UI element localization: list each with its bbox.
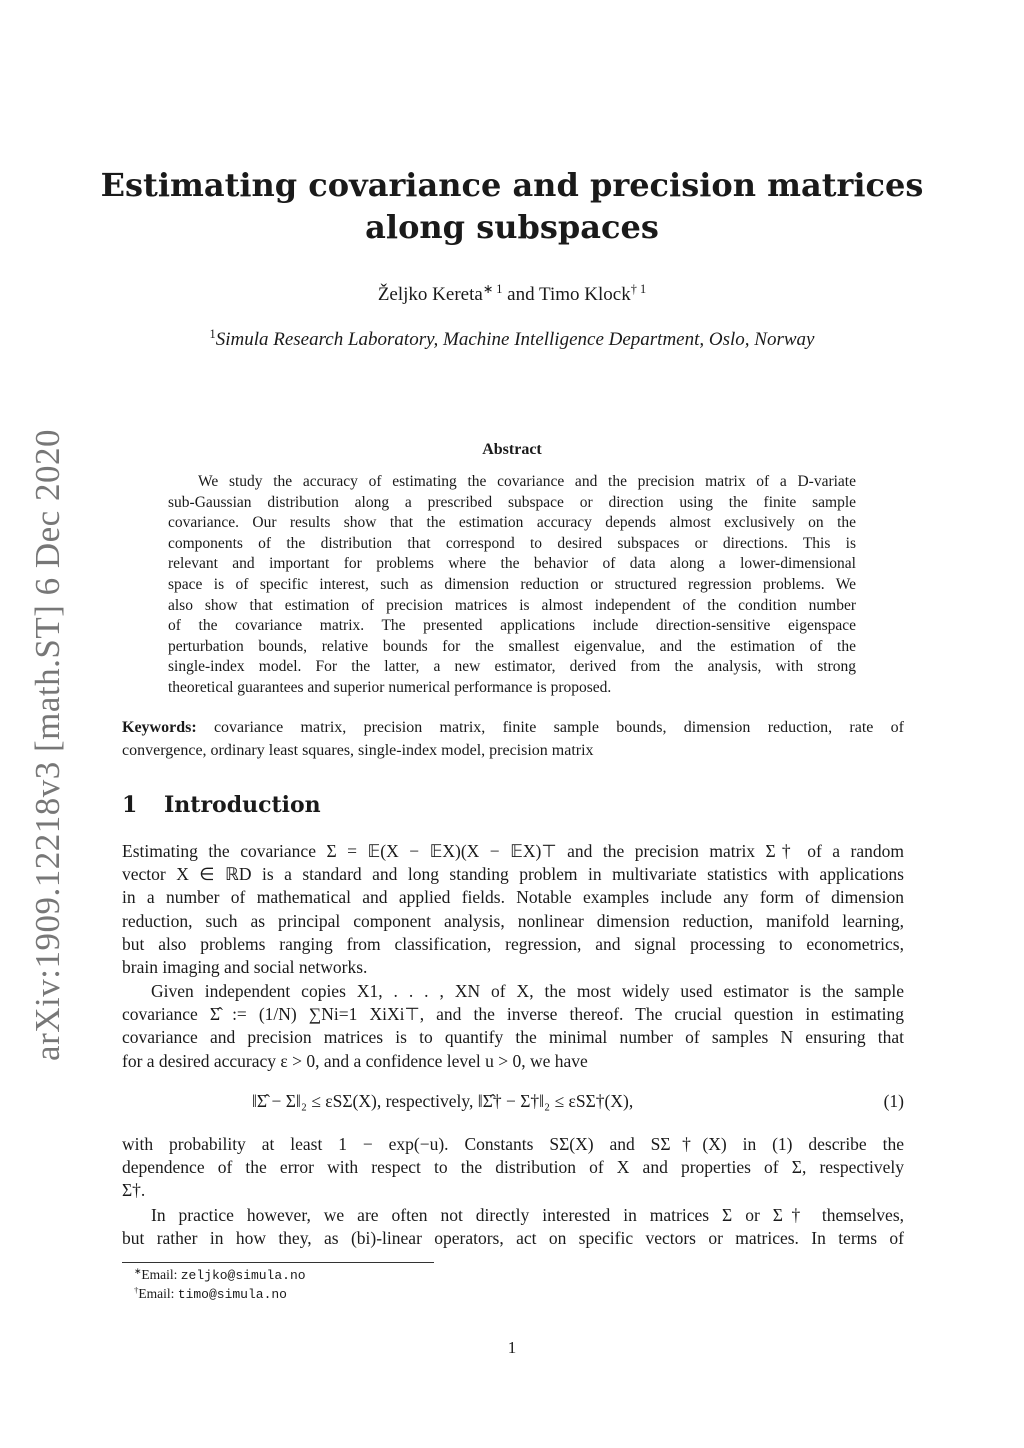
author-1-marks: ∗ 1 xyxy=(482,282,503,297)
keywords-line-1 xyxy=(122,716,904,739)
abstract-line: single-index model. For the latter, a new estimator, derived from the analysis, with strong xyxy=(168,658,856,676)
abstract-line: covariance. Our results show that the estimation accuracy depends almost exclusively on the xyxy=(168,514,856,532)
abstract-line: We study the accuracy of estimating the covariance and the precision matrix of a D-variate xyxy=(198,473,856,490)
abstract-heading: Abstract xyxy=(482,441,542,458)
section-heading xyxy=(122,792,321,818)
footnotes xyxy=(134,1266,306,1304)
footnote-label: Email: xyxy=(141,1267,178,1282)
affiliation-mark: 1 xyxy=(209,327,216,342)
paragraph-line: dependence of the error with respect to the distribution of X and properties of Σ, respectively xyxy=(122,1157,904,1178)
paragraph-line: covariance Σ̂ := (1/N) ∑Ni=1 XiXi⊤, and the inverse thereof. The crucial question in estimating xyxy=(122,1004,904,1025)
paragraph-2 xyxy=(122,980,904,1073)
paragraph-3 xyxy=(122,1133,904,1203)
author-2-name: Timo Klock xyxy=(539,284,631,305)
paragraph-1 xyxy=(122,840,904,979)
footnote-mark: † xyxy=(134,1285,139,1296)
abstract-line: theoretical guarantees and superior numerical performance is proposed. xyxy=(168,678,612,696)
footnote-divider xyxy=(122,1262,434,1263)
abstract-line: space is of specific interest, such as dimension reduction or structured regression problems. We xyxy=(168,575,856,593)
abstract-body xyxy=(168,472,856,699)
paragraph-line: In practice however, we are often not directly interested in matrices Σ or Σ† themselves, xyxy=(151,1205,904,1225)
footnote-2 xyxy=(134,1285,306,1304)
paragraph-line: covariance and precision matrices is to quantify the minimal number of samples N ensuring that xyxy=(122,1027,904,1048)
section-title: Introduction xyxy=(164,792,321,818)
equation-1 xyxy=(122,1091,904,1117)
abstract-line: of the covariance matrix. The presented applications include direction-sensitive eigenspace xyxy=(168,617,856,635)
equation-formula: ‖Σ̂ − Σ‖₂ ≤ εSΣ(X), respectively, ‖Σ̂† − Σ†‖₂ ≤ εSΣ†(X), xyxy=(252,1091,634,1111)
paragraph-line: in a number of mathematical and applied fields. Notable examples include any form of dimension xyxy=(122,887,904,908)
keywords-block xyxy=(122,716,904,762)
author-conjunction: and xyxy=(507,284,535,305)
affiliation xyxy=(100,329,924,351)
arxiv-identifier-text: arXiv:1909.12218v3 [math.ST] 6 Dec 2020 xyxy=(28,429,67,1061)
footnote-mark: ∗ xyxy=(134,1266,142,1277)
arxiv-identifier xyxy=(18,429,78,1061)
footnote-label: Email: xyxy=(138,1286,175,1301)
abstract-line: perturbation bounds, relative bounds for the smallest eigenvalue, and the estimation of the xyxy=(168,637,856,655)
email-link[interactable]: zeljko@simula.no xyxy=(180,1268,306,1283)
keywords-text-1: covariance matrix, precision matrix, finite sample bounds, dimension reduction, rate of xyxy=(213,719,905,736)
keywords-label: Keywords: xyxy=(122,719,197,736)
paragraph-line: but rather in how they, as (bi)-linear operators, act on specific vectors or matrices. In terms of xyxy=(122,1228,904,1249)
email-link[interactable]: timo@simula.no xyxy=(177,1287,287,1302)
section-number: 1 xyxy=(122,792,138,818)
abstract-line: sub-Gaussian distribution along a prescribed subspace or direction using the finite sample xyxy=(168,493,856,511)
paragraph-line: Estimating the covariance Σ = 𝔼(X − 𝔼X)(X − 𝔼X)⊤ and the precision matrix Σ† of a random xyxy=(122,841,904,861)
paragraph-line: reduction, such as principal component analysis, nonlinear dimension reduction, manifold learning, xyxy=(122,910,904,931)
paragraph-line: with probability at least 1 − exp(−u). Constants SΣ(X) and SΣ†(X) in (1) describe the xyxy=(122,1134,904,1154)
paragraph-line: for a desired accuracy ε > 0, and a confidence level u > 0, we have xyxy=(122,1050,588,1071)
paragraph-line: vector X ∈ ℝD is a standard and long standing problem in multivariate statistics with applications xyxy=(122,864,904,885)
title-line-1: Estimating covariance and precision matrices xyxy=(100,166,924,204)
abstract-line: relevant and important for problems where the behavior of data along a lower-dimensional xyxy=(168,555,856,573)
title-line-2: along subspaces xyxy=(365,208,659,246)
author-2-marks: † 1 xyxy=(630,282,647,297)
author-1-name: Željko Kereta xyxy=(377,284,483,305)
equation-number: (1) xyxy=(883,1091,904,1111)
paragraph-4 xyxy=(122,1204,904,1250)
abstract-line: also show that estimation of precision matrices is almost independent of the condition number xyxy=(168,596,856,614)
paragraph-line: Given independent copies X1, . . . , XN of X, the most widely used estimator is the sample xyxy=(151,981,904,1001)
paper-title xyxy=(100,164,924,248)
paragraph-line: but also problems ranging from classification, regression, and signal processing to econometrics, xyxy=(122,933,904,954)
keywords-line-2: convergence, ordinary least squares, single-index model, precision matrix xyxy=(122,742,594,759)
footnote-1 xyxy=(134,1266,306,1285)
abstract-line: components of the distribution that correspond to desired subspaces or directions. This is xyxy=(168,534,856,552)
author-list xyxy=(100,284,924,306)
affiliation-text: Simula Research Laboratory, Machine Intelligence Department, Oslo, Norway xyxy=(215,329,815,350)
paragraph-line: Σ†. xyxy=(122,1180,146,1201)
paragraph-line: brain imaging and social networks. xyxy=(122,957,368,978)
page-number: 1 xyxy=(507,1338,517,1357)
